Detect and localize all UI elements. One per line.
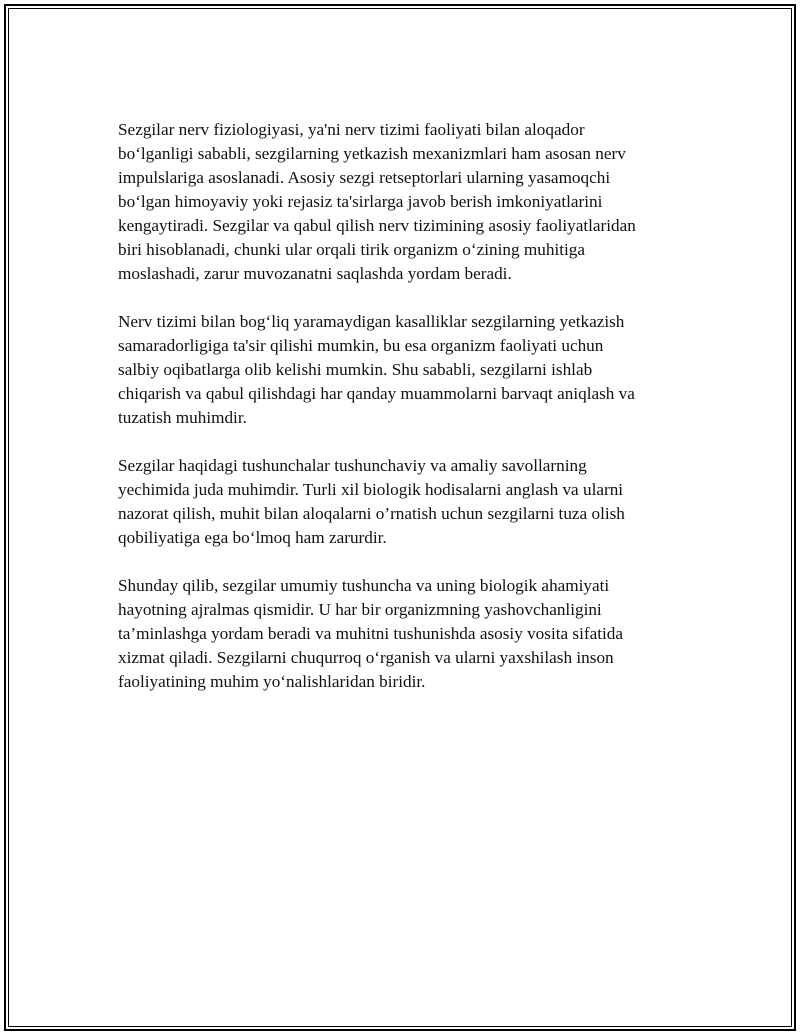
text-line: ta’minlashga yordam beradi va muhitni tushunishda asosiy vosita sifatida — [118, 624, 624, 643]
text-line: moslashadi, zarur muvozanatni saqlashda yordam beradi. — [118, 264, 512, 283]
text-line: salbiy oqibatlarga olib kelishi mumkin. Shu sababli, sezgilarni ishlab — [118, 360, 593, 379]
text-line: kengaytiradi. Sezgilar va qabul qilish nerv tizimining asosiy faoliyatlaridan — [118, 216, 636, 235]
text-line: Shunday qilib, sezgilar umumiy tushuncha va uning biologik ahamiyati — [118, 576, 610, 595]
paragraph-4 — [118, 574, 678, 694]
text-line: xizmat qiladi. Sezgilarni chuqurroq o‘rganish va ularni yaxshilash inson — [118, 648, 614, 667]
text-line: faoliyatining muhim yo‘nalishlaridan biridir. — [118, 672, 426, 691]
text-line: Sezgilar haqidagi tushunchalar tushunchaviy va amaliy savollarning — [118, 456, 587, 475]
text-line: hayotning ajralmas qismidir. U har bir organizmning yashovchanligini — [118, 600, 602, 619]
text-line: samaradorligiga ta'sir qilishi mumkin, bu esa organizm faoliyati uchun — [118, 336, 604, 355]
text-line: yechimida juda muhimdir. Turli xil biologik hodisalarni anglash va ularni — [118, 480, 624, 499]
text-line: impulslariga asoslanadi. Asosiy sezgi retseptorlari ularning yasamoqchi — [118, 168, 611, 187]
text-line: chiqarish va qabul qilishdagi har qanday muammolarni barvaqt aniqlash va — [118, 384, 635, 403]
text-line: qobiliyatiga ega bo‘lmoq ham zarurdir. — [118, 528, 387, 547]
text-line: bo‘lgan himoyaviy yoki rejasiz ta'sirlarga javob berish imkoniyatlarini — [118, 192, 603, 211]
text-line: nazorat qilish, muhit bilan aloqalarni o’rnatish uchun sezgilarni tuza olish — [118, 504, 625, 523]
text-line: biri hisoblanadi, chunki ular orqali tirik organizm o‘zining muhitiga — [118, 240, 585, 259]
paragraph-3 — [118, 454, 678, 550]
paragraph-2 — [118, 310, 678, 430]
text-line: Sezgilar nerv fiziologiyasi, ya'ni nerv tizimi faoliyati bilan aloqador — [118, 120, 585, 139]
paragraph-1 — [118, 118, 678, 286]
text-line: tuzatish muhimdir. — [118, 408, 247, 427]
text-line: Nerv tizimi bilan bog‘liq yaramaydigan kasalliklar sezgilarning yetkazish — [118, 312, 625, 331]
document-body — [118, 118, 678, 718]
text-line: bo‘lganligi sababli, sezgilarning yetkazish mexanizmlari ham asosan nerv — [118, 144, 626, 163]
